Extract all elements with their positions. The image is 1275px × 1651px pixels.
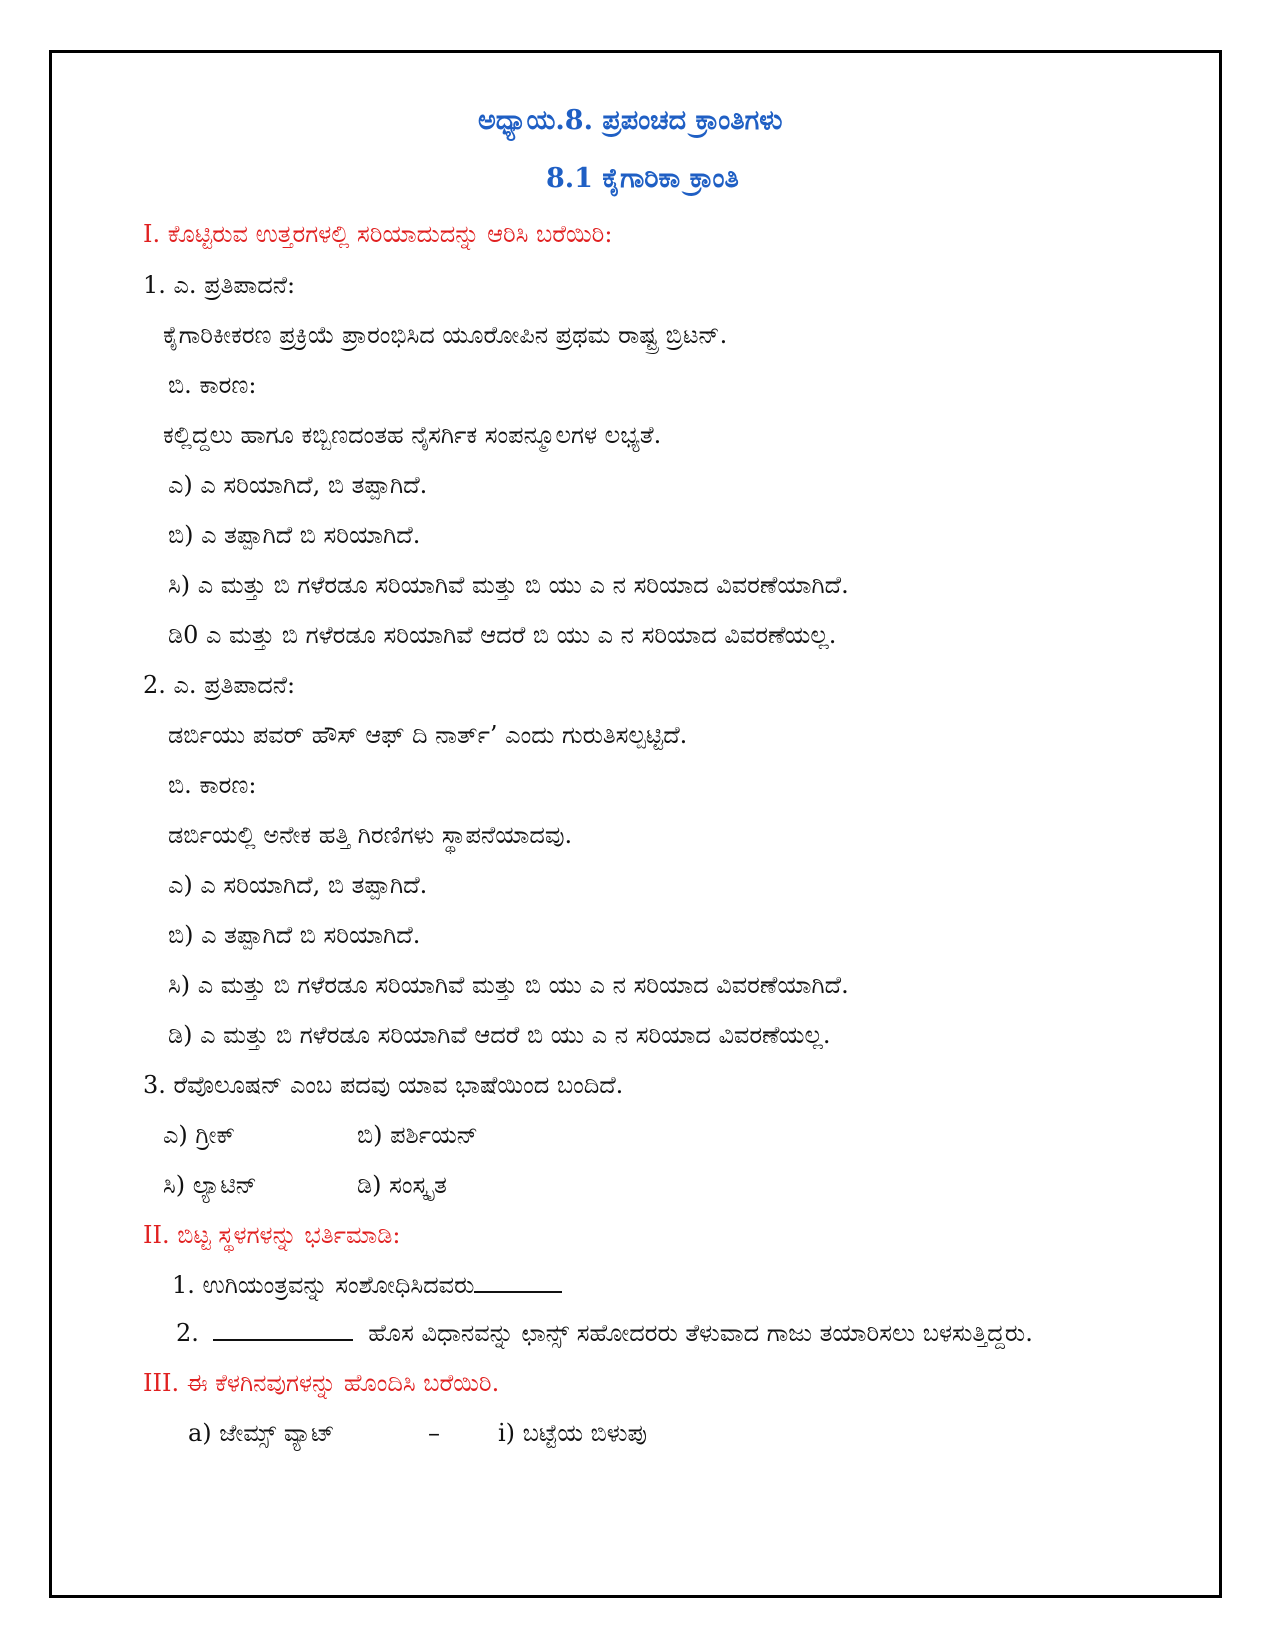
q2-reason: ಡರ್ಬಿಯಲ್ಲಿ ಅನೇಕ ಹತ್ತಿ ಗಿರಣಿಗಳು ಸ್ಥಾಪನೆಯಾದವು. (168, 821, 573, 849)
q1-label: 1. ಎ. ಪ್ರತಿಪಾದನೆ: (143, 271, 296, 299)
q2-option-a: ಎ) ಎ ಸರಿಯಾಗಿದೆ, ಬಿ ತಪ್ಪಾಗಿದೆ. (168, 871, 428, 899)
q3-option-a: ಎ) ಗ್ರೀಕ್ (163, 1121, 236, 1149)
chapter-title: ಅಧ್ಯಾಯ.8. ಪ್ರಪಂಚದ ಕ್ರಾಂತಿಗಳು (478, 105, 783, 136)
section-title: 8.1 ಕೈಗಾರಿಕಾ ಕ್ರಾಂತಿ (546, 163, 739, 194)
q2-label: 2. ಎ. ಪ್ರತಿಪಾದನೆ: (143, 671, 296, 699)
blank-line-2 (213, 1319, 353, 1341)
fill-blank-2-prefix: 2. (176, 1319, 199, 1347)
q1-option-b: ಬಿ) ಎ ತಪ್ಪಾಗಿದೆ ಬಿ ಸರಿಯಾಗಿದೆ. (168, 521, 421, 549)
match-left-a: a) ಜೇಮ್ಸ್ ವ್ಯಾಟ್ (188, 1419, 335, 1447)
q3-option-d: ಡಿ) ಸಂಸ್ಕೃತ (357, 1171, 447, 1199)
q3-option-b: ಬಿ) ಪರ್ಶಿಯನ್ (357, 1121, 478, 1149)
section-2-heading: II. ಬಿಟ್ಟ ಸ್ಥಳಗಳನ್ನು ಭರ್ತಿಮಾಡಿ: (143, 1221, 401, 1249)
match-dash: – (428, 1419, 440, 1447)
q2-option-b: ಬಿ) ಎ ತಪ್ಪಾಗಿದೆ ಬಿ ಸರಿಯಾಗಿದೆ. (168, 921, 421, 949)
section-3-heading: III. ಈ ಕೆಳಗಿನವುಗಳನ್ನು ಹೊಂದಿಸಿ ಬರೆಯಿರಿ. (143, 1369, 500, 1397)
q1-reason: ಕಲ್ಲಿದ್ದಲು ಹಾಗೂ ಕಬ್ಬಿಣದಂತಹ ನೈಸರ್ಗಿಕ ಸಂಪನ್ಮೂಲಗಳ ಲಭ್ಯತೆ. (163, 421, 662, 449)
q1-reason-label: ಬಿ. ಕಾರಣ: (168, 371, 257, 399)
q2-option-d: ಡಿ) ಎ ಮತ್ತು ಬಿ ಗಳೆರಡೂ ಸರಿಯಾಗಿವೆ ಆದರೆ ಬಿ ಯು ಎ ನ ಸರಿಯಾದ ವಿವರಣೆಯಲ್ಲ. (168, 1021, 831, 1049)
q1-statement: ಕೈಗಾರಿಕೀಕರಣ ಪ್ರಕ್ರಿಯೆ ಪ್ರಾರಂಭಿಸಿದ ಯೂರೋಪಿನ ಪ್ರಥಮ ರಾಷ್ಟ್ರ ಬ್ರಿಟನ್. (163, 321, 728, 349)
fill-blank-1 (172, 1270, 562, 1300)
q2-option-c: ಸಿ) ಎ ಮತ್ತು ಬಿ ಗಳೆರಡೂ ಸರಿಯಾಗಿವೆ ಮತ್ತು ಬಿ ಯು ಎ ನ ಸರಿಯಾದ ವಿವರಣೆಯಾಗಿದೆ. (168, 971, 849, 999)
fill-blank-2 (176, 1318, 1033, 1348)
q1-option-d: ಡಿ0 ಎ ಮತ್ತು ಬಿ ಗಳೆರಡೂ ಸರಿಯಾಗಿವೆ ಆದರೆ ಬಿ ಯು ಎ ನ ಸರಿಯಾದ ವಿವರಣೆಯಲ್ಲ. (168, 621, 837, 649)
q3-option-c: ಸಿ) ಲ್ಯಾಟಿನ್ (163, 1171, 257, 1199)
q1-option-c: ಸಿ) ಎ ಮತ್ತು ಬಿ ಗಳೆರಡೂ ಸರಿಯಾಗಿವೆ ಮತ್ತು ಬಿ ಯು ಎ ನ ಸರಿಯಾದ ವಿವರಣೆಯಾಗಿದೆ. (168, 571, 849, 599)
q1-option-a: ಎ) ಎ ಸರಿಯಾಗಿದೆ, ಬಿ ತಪ್ಪಾಗಿದೆ. (168, 471, 428, 499)
fill-blank-1-text: 1. ಉಗಿಯಂತ್ರವನ್ನು ಸಂಶೋಧಿಸಿದವರು (172, 1271, 475, 1299)
q2-statement: ಡರ್ಬಿಯು ಪವರ್ ಹೌಸ್ ಆಫ್ ದಿ ನಾರ್ತ್’ ಎಂದು ಗುರುತಿಸಲ್ಪಟ್ಟಿದೆ. (168, 721, 688, 749)
section-1-heading: I. ಕೊಟ್ಟಿರುವ ಉತ್ತರಗಳಲ್ಲಿ ಸರಿಯಾದುದನ್ನು ಆರಿಸಿ ಬರೆಯಿರಿ: (143, 220, 613, 248)
q3-label: 3. ರೆವೊಲೂಷನ್ ಎಂಬ ಪದವು ಯಾವ ಭಾಷೆಯಿಂದ ಬಂದಿದೆ. (143, 1071, 624, 1099)
q2-reason-label: ಬಿ. ಕಾರಣ: (168, 771, 257, 799)
fill-blank-2-text: ಹೊಸ ವಿಧಾನವನ್ನು ಛಾನ್ಸ್ ಸಹೋದರರು ತೆಳುವಾದ ಗಾಜು ತಯಾರಿಸಲು ಬಳಸುತ್ತಿದ್ದರು. (368, 1319, 1033, 1347)
blank-line-1 (474, 1271, 562, 1293)
match-right-i: i) ಬಟ್ಟೆಯ ಬಿಳುಪು (498, 1419, 647, 1447)
